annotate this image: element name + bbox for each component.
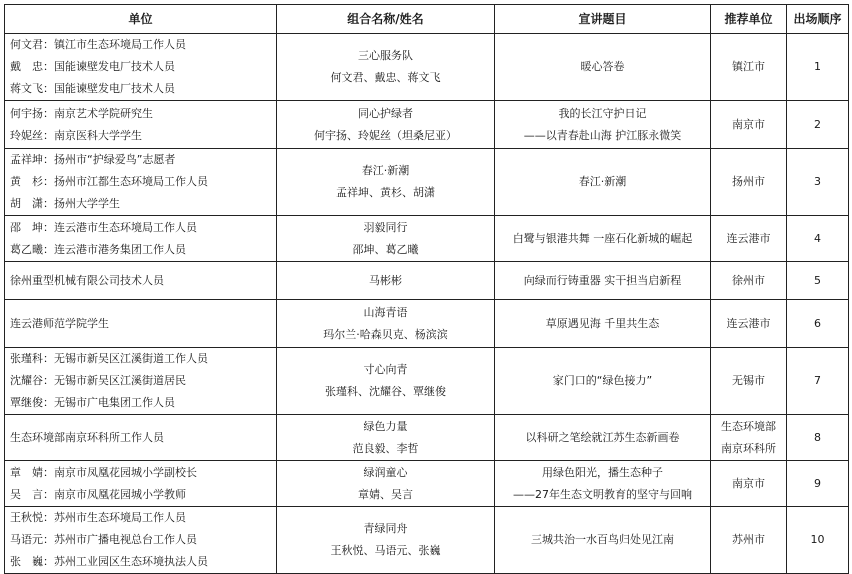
recommender-cell <box>711 216 787 262</box>
recommender-line: 徐州市 <box>732 273 765 287</box>
group-title: 同心护绿者 <box>358 106 413 120</box>
unit-line: 胡 潇：扬州大学学生 <box>10 197 120 210</box>
recommender-cell <box>711 101 787 149</box>
header-order: 出场顺序 <box>787 5 849 34</box>
recommender-line: 无锡市 <box>732 374 765 387</box>
unit-line: 葛乙曦：连云港市港务集团工作人员 <box>10 242 186 256</box>
order-cell: 6 <box>787 300 849 348</box>
order-cell: 8 <box>787 415 849 461</box>
group-name-cell <box>277 348 495 415</box>
speaker-roster-table <box>4 4 849 574</box>
table-row <box>5 34 849 101</box>
group-members: 玛尔兰·哈森贝克、杨滨滨 <box>323 327 448 341</box>
recommender-cell <box>711 461 787 507</box>
group-members: 孟祥坤、黄杉、胡潇 <box>336 186 435 199</box>
topic-line: 用绿色阳光，播生态种子 <box>542 465 663 479</box>
unit-line: 覃继俊：无锡市广电集团工作人员 <box>10 396 175 409</box>
table-row <box>5 262 849 300</box>
unit-line: 张 巍：苏州工业园区生态环境执法人员 <box>10 555 208 568</box>
topic-line: 以科研之笔绘就江苏生态新画卷 <box>525 430 680 444</box>
topic-cell <box>495 415 711 461</box>
group-title: 马彬彬 <box>369 273 402 287</box>
recommender-line: 生态环境部 <box>721 419 776 433</box>
unit-line: 孟祥坤：扬州市“护绿爱鸟”志愿者 <box>10 153 176 166</box>
unit-cell <box>5 507 277 574</box>
group-name-cell <box>277 149 495 216</box>
order-cell: 9 <box>787 461 849 507</box>
recommender-cell <box>711 300 787 348</box>
topic-line: ——27年生态文明教育的坚守与回响 <box>513 487 692 501</box>
group-title: 青绿同舟 <box>363 522 408 535</box>
table-row <box>5 300 849 348</box>
group-title: 寸心向青 <box>363 363 408 376</box>
group-name-cell <box>277 461 495 507</box>
group-members: 邵坤、葛乙曦 <box>352 242 419 256</box>
recommender-cell <box>711 262 787 300</box>
table-row <box>5 149 849 216</box>
topic-cell <box>495 216 711 262</box>
topic-cell <box>495 34 711 101</box>
group-name-cell <box>277 216 495 262</box>
unit-line: 何宇扬：南京艺术学院研究生 <box>10 106 153 120</box>
unit-line: 王秋悦：苏州市生态环境局工作人员 <box>10 511 186 524</box>
unit-line: 邵 坤：连云港市生态环境局工作人员 <box>10 220 197 234</box>
topic-line: ——以青春赴山海 护江豚永微笑 <box>523 128 682 142</box>
order-cell: 1 <box>787 34 849 101</box>
group-title: 羽毅同行 <box>363 220 408 234</box>
topic-line: 家门口的“绿色接力” <box>552 374 653 387</box>
table-row <box>5 507 849 574</box>
unit-line: 蒋文飞：国能谏壁发电厂技术人员 <box>10 82 175 95</box>
recommender-line: 连云港市 <box>726 316 771 330</box>
unit-cell <box>5 300 277 348</box>
order-cell: 7 <box>787 348 849 415</box>
unit-line: 张瑾科：无锡市新吴区江溪街道工作人员 <box>10 352 208 365</box>
recommender-line: 扬州市 <box>732 175 765 188</box>
table-header-row <box>5 5 849 34</box>
topic-cell <box>495 507 711 574</box>
topic-cell <box>495 300 711 348</box>
recommender-line: 南京市 <box>732 476 765 490</box>
order-cell: 5 <box>787 262 849 300</box>
order-cell: 2 <box>787 101 849 149</box>
recommender-line: 镇江市 <box>732 60 765 73</box>
unit-cell <box>5 216 277 262</box>
topic-cell <box>495 262 711 300</box>
unit-line: 玲妮丝：南京医科大学学生 <box>10 128 142 142</box>
recommender-line: 南京市 <box>732 117 765 131</box>
group-members: 王秋悦、马语元、张巍 <box>330 544 441 557</box>
table-row <box>5 101 849 149</box>
unit-line: 连云港师范学院学生 <box>10 316 109 330</box>
order-cell: 4 <box>787 216 849 262</box>
topic-line: 白鹭与银港共舞 一座石化新城的崛起 <box>512 231 693 245</box>
group-name-cell <box>277 34 495 101</box>
recommender-cell <box>711 34 787 101</box>
header-group-name: 组合名称/姓名 <box>277 5 495 34</box>
unit-line: 徐州重型机械有限公司技术人员 <box>10 273 164 287</box>
header-topic: 宣讲题目 <box>495 5 711 34</box>
header-unit: 单位 <box>5 5 277 34</box>
unit-cell <box>5 101 277 149</box>
unit-cell <box>5 415 277 461</box>
recommender-cell <box>711 507 787 574</box>
group-name-cell <box>277 300 495 348</box>
group-title: 三心服务队 <box>358 49 413 62</box>
table-row <box>5 415 849 461</box>
unit-cell <box>5 461 277 507</box>
topic-line: 向绿而行铸重器 实干担当启新程 <box>523 273 682 287</box>
group-title: 山海青语 <box>363 305 408 319</box>
unit-cell <box>5 348 277 415</box>
header-recommender: 推荐单位 <box>711 5 787 34</box>
topic-cell <box>495 101 711 149</box>
unit-line: 戴 忠：国能谏壁发电厂技术人员 <box>10 60 175 73</box>
unit-line: 黄 杉：扬州市江都生态环境局工作人员 <box>10 175 208 188</box>
topic-line: 春江·新潮 <box>578 175 627 188</box>
topic-cell <box>495 348 711 415</box>
unit-line: 吴 言：南京市凤凰花园城小学教师 <box>10 487 186 501</box>
roster-sheet <box>4 4 848 568</box>
topic-cell <box>495 149 711 216</box>
group-members: 章婧、吴言 <box>358 487 413 501</box>
topic-line: 三城共治一水百鸟归处见江南 <box>531 533 674 546</box>
group-members: 范良毅、李哲 <box>352 441 419 455</box>
unit-line: 马语元：苏州市广播电视总台工作人员 <box>10 533 197 546</box>
order-cell: 3 <box>787 149 849 216</box>
group-members: 张瑾科、沈耀谷、覃继俊 <box>325 385 446 398</box>
recommender-line: 连云港市 <box>726 231 771 245</box>
unit-cell <box>5 34 277 101</box>
unit-cell <box>5 262 277 300</box>
unit-cell <box>5 149 277 216</box>
unit-line: 章 婧：南京市凤凰花园城小学副校长 <box>10 465 197 479</box>
group-name-cell <box>277 262 495 300</box>
order-cell: 10 <box>787 507 849 574</box>
recommender-cell <box>711 149 787 216</box>
table-row <box>5 216 849 262</box>
recommender-cell <box>711 415 787 461</box>
group-name-cell <box>277 415 495 461</box>
recommender-line: 苏州市 <box>732 533 765 546</box>
recommender-cell <box>711 348 787 415</box>
unit-line: 何文君：镇江市生态环境局工作人员 <box>10 38 186 51</box>
group-members: 何宇扬、玲妮丝（坦桑尼亚） <box>314 128 457 142</box>
group-name-cell <box>277 507 495 574</box>
group-title: 绿色力量 <box>363 419 408 433</box>
recommender-line: 南京环科所 <box>721 441 776 455</box>
unit-line: 沈耀谷：无锡市新吴区江溪街道居民 <box>10 374 186 387</box>
group-title: 绿润童心 <box>363 465 408 479</box>
topic-line: 草原遇见海 千里共生态 <box>545 316 660 330</box>
group-name-cell <box>277 101 495 149</box>
table-row <box>5 461 849 507</box>
topic-cell <box>495 461 711 507</box>
table-row <box>5 348 849 415</box>
group-title: 春江·新潮 <box>361 164 410 177</box>
topic-line: 我的长江守护日记 <box>558 106 647 120</box>
group-members: 何文君、戴忠、蒋文飞 <box>330 71 441 84</box>
topic-line: 暖心答卷 <box>580 60 625 73</box>
unit-line: 生态环境部南京环科所工作人员 <box>10 430 164 444</box>
